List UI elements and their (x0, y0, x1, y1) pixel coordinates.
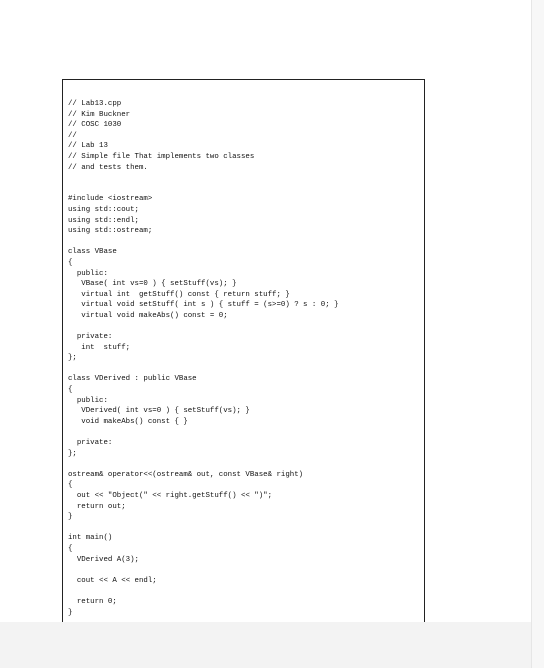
code-line: virtual int getStuff() const { return stuff; } (68, 290, 290, 299)
code-line: { (68, 386, 73, 395)
code-line: int stuff; (68, 343, 131, 352)
code-line: cout << A << endl; (68, 576, 157, 585)
code-line: virtual void setStuff( int s ) { stuff = (s>=0) ? s : 0; } (68, 301, 339, 310)
code-line (68, 364, 339, 375)
code-line: } (68, 608, 73, 617)
code-line (68, 184, 339, 195)
code-line: { (68, 481, 73, 490)
code-line: VDerived( int vs=0 ) { setStuff(vs); } (68, 407, 250, 416)
code-line: void makeAbs() const { } (68, 417, 188, 426)
code-line: using std::endl; (68, 216, 139, 225)
code-line (68, 459, 339, 470)
code-line: class VBase (68, 248, 117, 257)
code-line: // Lab 13 (68, 142, 108, 151)
code-line: { (68, 544, 73, 553)
vertical-scrollbar[interactable] (531, 0, 544, 668)
code-line: VDerived A(3); (68, 555, 139, 564)
code-line: } (68, 513, 73, 522)
code-line: { (68, 258, 73, 267)
code-line: using std::cout; (68, 205, 139, 214)
code-line: public: (68, 269, 108, 278)
code-line: // (68, 131, 77, 140)
code-listing (68, 99, 339, 618)
code-line: VBase( int vs=0 ) { setStuff(vs); } (68, 280, 237, 289)
code-line: using std::ostream; (68, 227, 153, 236)
code-listing-frame (62, 79, 425, 631)
code-line: // Lab13.cpp (68, 100, 122, 108)
code-line: class VDerived : public VBase (68, 375, 197, 384)
page-bottom-margin (0, 622, 531, 668)
code-line: return out; (68, 502, 126, 511)
code-line (68, 173, 339, 184)
code-line (68, 586, 339, 597)
code-line: private: (68, 439, 113, 447)
code-line (68, 321, 339, 332)
code-line: // COSC 1030 (68, 121, 122, 130)
code-line: out << "Object(" << right.getStuff() << ")"; (68, 491, 273, 500)
code-line: // Kim Buckner (68, 110, 131, 119)
code-line: int main() (68, 534, 113, 543)
code-line: // Simple file That implements two classes (68, 152, 255, 161)
code-line (68, 427, 339, 438)
code-line: public: (68, 396, 108, 405)
code-line (68, 237, 339, 248)
code-line (68, 523, 339, 534)
code-line: #include <iostream> (68, 195, 153, 204)
code-line: }; (68, 354, 77, 363)
code-line: return 0; (68, 597, 117, 606)
code-line: // and tests them. (68, 163, 148, 172)
code-line: ostream& operator<<(ostream& out, const VBase& right) (68, 470, 304, 479)
code-line: private: (68, 333, 113, 342)
code-line (68, 565, 339, 576)
code-line: }; (68, 449, 77, 458)
code-line: virtual void makeAbs() const = 0; (68, 311, 228, 320)
